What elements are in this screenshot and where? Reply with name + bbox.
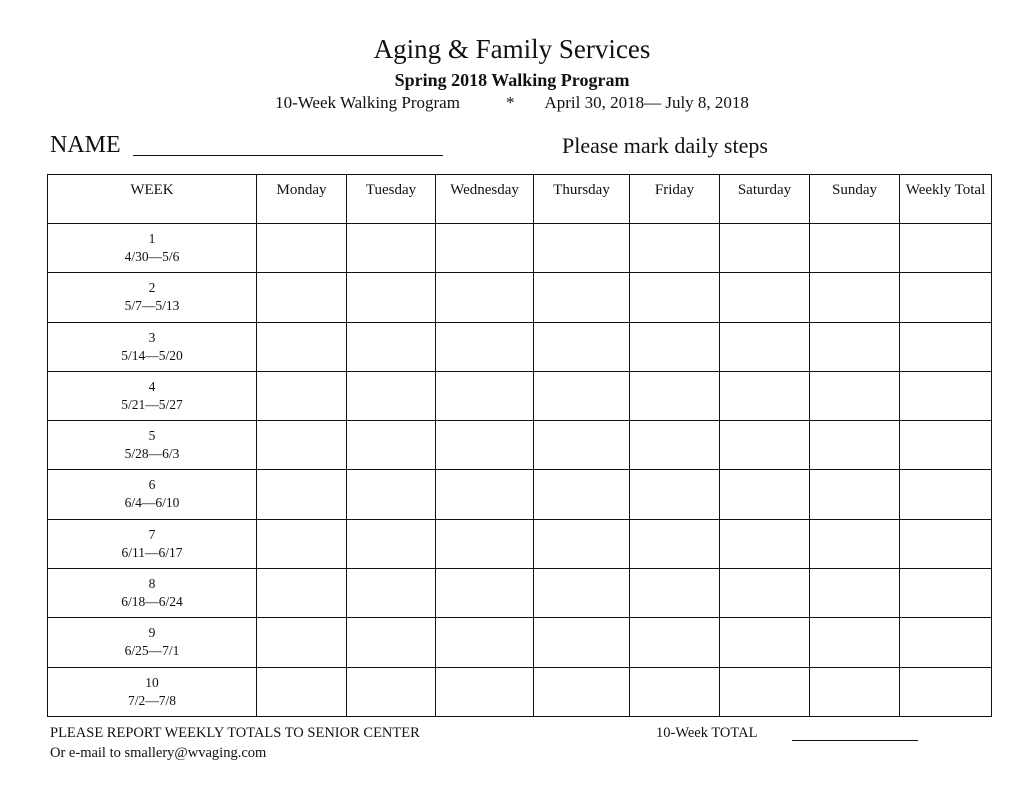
table-row — [48, 618, 992, 667]
week-number: 10 — [145, 674, 159, 690]
week-number: 7 — [148, 526, 156, 542]
steps-cell-thursday[interactable] — [534, 224, 630, 273]
week-cell — [48, 519, 257, 568]
steps-cell-wednesday[interactable] — [436, 273, 534, 322]
week-number: 3 — [148, 329, 156, 345]
steps-cell-saturday[interactable] — [720, 470, 810, 519]
steps-cell-monday[interactable] — [257, 519, 347, 568]
steps-cell-saturday[interactable] — [720, 224, 810, 273]
steps-cell-monday[interactable] — [257, 618, 347, 667]
steps-cell-sunday[interactable] — [810, 421, 900, 470]
steps-cell-friday[interactable] — [630, 371, 720, 420]
steps-cell-tuesday[interactable] — [347, 470, 436, 519]
steps-cell-friday[interactable] — [630, 273, 720, 322]
steps-cell-sunday[interactable] — [810, 519, 900, 568]
steps-cell-sunday[interactable] — [810, 371, 900, 420]
ten-week-total-label: 10-Week TOTAL — [656, 725, 758, 741]
steps-cell-wednesday[interactable] — [436, 618, 534, 667]
steps-cell-weekly-total[interactable] — [900, 371, 992, 420]
steps-cell-wednesday[interactable] — [436, 224, 534, 273]
report-note: PLEASE REPORT WEEKLY TOTALS TO SENIOR CENTER — [50, 725, 420, 741]
table-row — [48, 569, 992, 618]
steps-cell-monday[interactable] — [257, 224, 347, 273]
week-date-range: 5/28—6/3 — [124, 446, 180, 462]
steps-cell-weekly-total[interactable] — [900, 224, 992, 273]
steps-cell-monday[interactable] — [257, 569, 347, 618]
week-cell — [48, 224, 257, 273]
steps-cell-friday[interactable] — [630, 421, 720, 470]
steps-cell-weekly-total[interactable] — [900, 667, 992, 716]
table-row — [48, 224, 992, 273]
table-row — [48, 421, 992, 470]
header-tuesday: Tuesday — [347, 175, 436, 224]
week-number: 4 — [148, 378, 156, 394]
steps-cell-tuesday[interactable] — [347, 421, 436, 470]
steps-cell-wednesday[interactable] — [436, 569, 534, 618]
table-row — [48, 371, 992, 420]
week-date-range: 7/2—7/8 — [127, 692, 176, 708]
steps-cell-thursday[interactable] — [534, 421, 630, 470]
steps-cell-weekly-total[interactable] — [900, 519, 992, 568]
program-subtitle — [0, 92, 1024, 114]
steps-cell-monday[interactable] — [257, 470, 347, 519]
separator-star: * — [505, 93, 515, 112]
steps-cell-sunday[interactable] — [810, 470, 900, 519]
steps-cell-weekly-total[interactable] — [900, 618, 992, 667]
steps-cell-sunday[interactable] — [810, 273, 900, 322]
week-date-range: 6/11—6/17 — [121, 544, 183, 560]
steps-cell-friday[interactable] — [630, 224, 720, 273]
week-date-range: 4/30—5/6 — [124, 249, 180, 264]
steps-cell-saturday[interactable] — [720, 667, 810, 716]
week-cell — [48, 273, 257, 322]
table-row — [48, 273, 992, 322]
steps-cell-sunday[interactable] — [810, 569, 900, 618]
header-week: WEEK — [48, 175, 257, 224]
header-wednesday: Wednesday — [436, 175, 534, 224]
steps-cell-wednesday[interactable] — [436, 322, 534, 371]
steps-cell-tuesday[interactable] — [347, 618, 436, 667]
steps-cell-sunday[interactable] — [810, 618, 900, 667]
ten-week-total-line[interactable] — [792, 740, 918, 741]
steps-log-table — [47, 174, 992, 717]
week-number: 8 — [148, 576, 156, 592]
week-cell — [48, 322, 257, 371]
steps-cell-weekly-total[interactable] — [900, 421, 992, 470]
steps-cell-friday[interactable] — [630, 618, 720, 667]
steps-cell-wednesday[interactable] — [436, 371, 534, 420]
steps-cell-friday[interactable] — [630, 569, 720, 618]
header-weekly-total: Weekly Total — [900, 175, 992, 224]
table-header-row — [48, 175, 992, 224]
steps-cell-wednesday[interactable] — [436, 470, 534, 519]
steps-cell-monday[interactable] — [257, 322, 347, 371]
steps-cell-friday[interactable] — [630, 667, 720, 716]
header-friday: Friday — [630, 175, 720, 224]
week-date-range: 5/21—5/27 — [121, 396, 183, 412]
steps-cell-weekly-total[interactable] — [900, 273, 992, 322]
steps-cell-thursday[interactable] — [534, 667, 630, 716]
steps-cell-thursday[interactable] — [534, 569, 630, 618]
week-cell — [48, 618, 257, 667]
name-label: NAME — [50, 132, 121, 158]
week-number: 6 — [148, 477, 156, 493]
week-number: 9 — [148, 625, 156, 641]
steps-cell-monday[interactable] — [257, 421, 347, 470]
org-title: Aging & Family Services — [373, 34, 651, 64]
steps-cell-saturday[interactable] — [720, 322, 810, 371]
steps-cell-weekly-total[interactable] — [900, 569, 992, 618]
steps-cell-friday[interactable] — [630, 519, 720, 568]
steps-cell-weekly-total[interactable] — [900, 322, 992, 371]
header-sunday: Sunday — [810, 175, 900, 224]
week-date-range: 5/7—5/13 — [124, 298, 180, 314]
table-row — [48, 519, 992, 568]
steps-cell-thursday[interactable] — [534, 519, 630, 568]
steps-cell-monday[interactable] — [257, 667, 347, 716]
week-number: 2 — [148, 280, 156, 296]
steps-cell-tuesday[interactable] — [347, 519, 436, 568]
week-date-range: 6/4—6/10 — [124, 495, 180, 511]
program-title: Spring 2018 Walking Program — [394, 70, 630, 90]
steps-cell-saturday[interactable] — [720, 273, 810, 322]
week-number: 5 — [148, 428, 156, 444]
steps-cell-tuesday[interactable] — [347, 273, 436, 322]
steps-cell-thursday[interactable] — [534, 273, 630, 322]
steps-cell-saturday[interactable] — [720, 371, 810, 420]
steps-cell-saturday[interactable] — [720, 569, 810, 618]
steps-cell-wednesday[interactable] — [436, 519, 534, 568]
steps-cell-sunday[interactable] — [810, 667, 900, 716]
steps-cell-tuesday[interactable] — [347, 569, 436, 618]
steps-cell-sunday[interactable] — [810, 322, 900, 371]
table-row — [48, 470, 992, 519]
steps-cell-friday[interactable] — [630, 470, 720, 519]
week-number: 1 — [148, 231, 156, 246]
steps-cell-saturday[interactable] — [720, 618, 810, 667]
week-cell — [48, 470, 257, 519]
steps-cell-friday[interactable] — [630, 322, 720, 371]
date-range-text: April 30, 2018— July 8, 2018 — [544, 93, 749, 112]
week-rows — [48, 224, 992, 717]
week-date-range: 5/14—5/20 — [121, 347, 183, 363]
header-monday: Monday — [257, 175, 347, 224]
steps-cell-tuesday[interactable] — [347, 667, 436, 716]
week-cell — [48, 667, 257, 716]
steps-cell-thursday[interactable] — [534, 470, 630, 519]
steps-cell-sunday[interactable] — [810, 224, 900, 273]
steps-cell-tuesday[interactable] — [347, 224, 436, 273]
steps-cell-weekly-total[interactable] — [900, 470, 992, 519]
steps-cell-wednesday[interactable] — [436, 667, 534, 716]
steps-cell-saturday[interactable] — [720, 421, 810, 470]
header-saturday: Saturday — [720, 175, 810, 224]
steps-cell-thursday[interactable] — [534, 618, 630, 667]
week-cell — [48, 371, 257, 420]
week-date-range: 6/25—7/1 — [124, 643, 180, 659]
week-cell — [48, 421, 257, 470]
email-note: Or e-mail to smallery@wvaging.com — [50, 745, 267, 761]
name-field-line[interactable] — [133, 155, 443, 156]
instruction-text: Please mark daily steps — [562, 133, 768, 158]
steps-cell-tuesday[interactable] — [347, 322, 436, 371]
steps-cell-tuesday[interactable] — [347, 371, 436, 420]
steps-cell-thursday[interactable] — [534, 322, 630, 371]
week-cell — [48, 569, 257, 618]
steps-cell-saturday[interactable] — [720, 519, 810, 568]
steps-cell-wednesday[interactable] — [436, 421, 534, 470]
header-thursday: Thursday — [534, 175, 630, 224]
week-date-range: 6/18—6/24 — [121, 594, 183, 610]
duration-text: 10-Week Walking Program — [275, 93, 460, 112]
steps-cell-monday[interactable] — [257, 273, 347, 322]
table-row — [48, 667, 992, 716]
steps-cell-monday[interactable] — [257, 371, 347, 420]
steps-cell-thursday[interactable] — [534, 371, 630, 420]
table-row — [48, 322, 992, 371]
